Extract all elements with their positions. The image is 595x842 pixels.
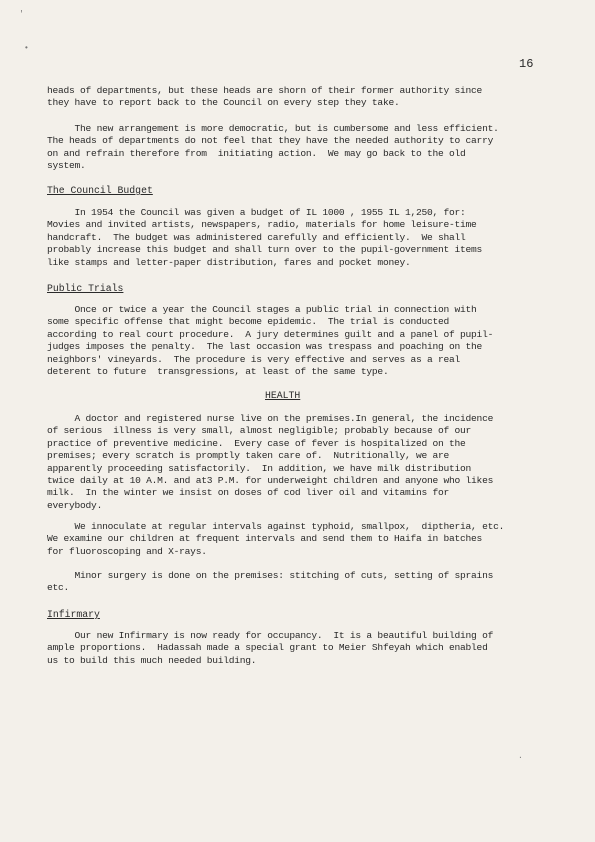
heading-council-budget: The Council Budget (47, 185, 153, 196)
paragraph-innoculation: We innoculate at regular intervals against typhoid, smallpox, diptheria, etc. We examine our children at frequent intervals and send them to Haifa in batches for fluoroscoping and X-rays. (47, 521, 505, 557)
paragraph-surgery: Minor surgery is done on the premises: stitching of cuts, setting of sprains etc. (47, 570, 494, 594)
heading-public-trials: Public Trials (47, 283, 124, 294)
paragraph-health: A doctor and registered nurse live on the premises.In general, the incidence of serious illness is very small, almost negligible; probably because of our practice of preventive medicine. Every case of fever is hospitalized on the premises; every scratch is promptly taken care of. Nutritionally, we are apparently proceeding satisfactorily. In addition, we have milk distribution twice daily at 10 A.M. and at3 P.M. for underweight children and anyone who likes milk. In the winter we insist on doses of cod liver oil and vitamins for everybody. (47, 413, 494, 511)
margin-mark: . (518, 752, 523, 761)
page-number: 16 (519, 57, 534, 71)
paragraph-infirmary: Our new Infirmary is now ready for occupancy. It is a beautiful building of ample proportions. Hadassah made a special grant to Meier Shfeyah which enabled us to build this much needed building. (47, 630, 494, 666)
paragraph-trials: Once or twice a year the Council stages a public trial in connection with some specific offense that might become epidemic. The trial is conducted according to real court procedure. A jury determines guilt and a panel of pupil- judges imposes the penalty. The last occasion was trespass and poaching on the neighbors' vineyards. The procedure is very effective and serves as a real deterent to future transgressions, at least of the same type. (47, 304, 494, 378)
margin-mark: • (24, 44, 29, 53)
paragraph-new-arrangement: The new arrangement is more democratic, but is cumbersome and less efficient. The heads of departments do not feel that they have the needed authority to carry on and refrain therefore from initiating action. We may go back to the old system. (47, 123, 499, 172)
paragraph-departments: heads of departments, but these heads are shorn of their former authority since they have to report back to the Council on every step they take. (47, 85, 483, 109)
paragraph-budget: In 1954 the Council was given a budget of IL 1000 , 1955 IL 1,250, for: Movies and invited artists, newspapers, radio, materials for home leisure-time handcraft. The budget was administered carefully and efficiently. We shall probably increase this budget and shall turn over to the pupil-government items like stamps and letter-paper distribution, fares and pocket money. (47, 207, 483, 268)
heading-infirmary: Infirmary (47, 609, 100, 620)
margin-mark: ' (19, 10, 24, 19)
heading-health: HEALTH (265, 390, 301, 401)
